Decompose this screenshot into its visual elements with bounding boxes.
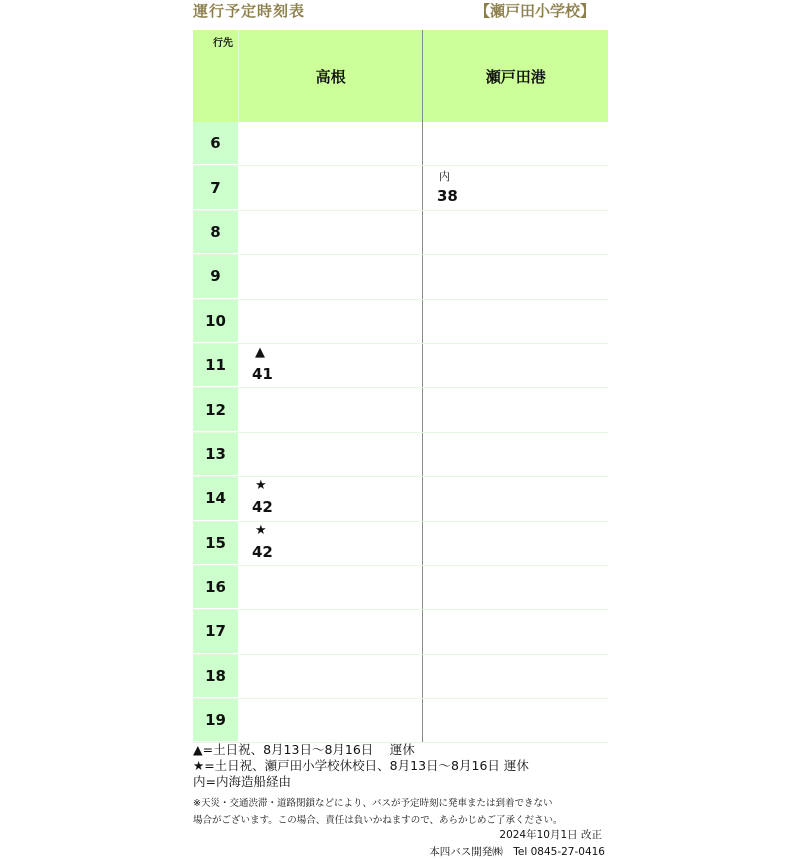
- timetable-row: [193, 122, 608, 166]
- timetable-row: [193, 211, 608, 255]
- timetable-row: [193, 566, 608, 610]
- departure-cell-setoda: [423, 566, 608, 609]
- disclaimer: [193, 795, 613, 829]
- departure-cell-takane: [238, 122, 423, 165]
- departure-cell-takane: [238, 255, 423, 298]
- hour-cell: 10: [193, 300, 238, 343]
- departure-cell-takane: [238, 166, 423, 209]
- departure-cell-setoda: [423, 477, 608, 520]
- timetable-row: [193, 655, 608, 699]
- departure-cell-takane: [238, 566, 423, 609]
- departure-cell-takane: [238, 433, 423, 476]
- departure-cell-setoda: [423, 122, 608, 165]
- revision-date: 2024年10月1日 改正: [499, 829, 602, 841]
- timetable: [193, 30, 608, 743]
- departure-cell-takane: [238, 344, 423, 387]
- departure-minute: 38: [437, 187, 458, 206]
- hour-cell: 16: [193, 566, 238, 609]
- departure-cell-setoda: [423, 255, 608, 298]
- departure-cell-setoda: [423, 433, 608, 476]
- destination-takane: 高根: [239, 30, 424, 122]
- departure-cell-setoda: [423, 699, 608, 742]
- timetable-body: [193, 122, 608, 743]
- stop-name: 【瀬戸田小学校】: [475, 2, 596, 20]
- legend: [193, 742, 613, 790]
- timetable-row: [193, 388, 608, 432]
- departure-cell-setoda: [423, 166, 608, 209]
- departure-mark: 内: [439, 170, 450, 184]
- hour-header-label: 行先: [213, 38, 233, 49]
- departure-cell-setoda: [423, 610, 608, 653]
- hour-cell: 11: [193, 344, 238, 387]
- hour-cell: 8: [193, 211, 238, 254]
- departure-cell-takane: [238, 655, 423, 698]
- timetable-header: [193, 30, 608, 122]
- hour-cell: 18: [193, 655, 238, 698]
- departure-cell-setoda: [423, 300, 608, 343]
- timetable-row: [193, 166, 608, 210]
- timetable-row: [193, 610, 608, 654]
- departure-cell-setoda: [423, 211, 608, 254]
- departure-mark: ▲: [255, 344, 265, 360]
- timetable-row: [193, 477, 608, 521]
- timetable-row: [193, 344, 608, 388]
- hour-cell: 14: [193, 477, 238, 520]
- disclaimer-line-1: ※天災・交通渋滞・道路閉鎖などにより、バスが予定時刻に発車または到着できない: [193, 798, 553, 809]
- timetable-row: [193, 255, 608, 299]
- departure-cell-takane: [238, 300, 423, 343]
- departure-cell-takane: [238, 610, 423, 653]
- departure-minute: 42: [252, 542, 273, 561]
- departure-cell-setoda: [423, 344, 608, 387]
- legend-star: ★=土日祝、瀬戸田小学校休校日、8月13日～8月16日 運休: [193, 758, 529, 773]
- departure-minute: 41: [252, 364, 273, 383]
- departure-cell-takane: [238, 699, 423, 742]
- departure-cell-setoda: [423, 655, 608, 698]
- departure-cell-takane: [238, 211, 423, 254]
- disclaimer-line-2: 場合がございます。この場合、責任は負いかねますので、あらかじめご了承ください。: [193, 815, 563, 826]
- hour-cell: 19: [193, 699, 238, 742]
- hour-cell: 6: [193, 122, 238, 165]
- timetable-title: 運行予定時刻表: [193, 2, 306, 20]
- hour-cell: 12: [193, 388, 238, 431]
- departure-mark: ★: [255, 478, 267, 494]
- timetable-row: [193, 699, 608, 743]
- departure-cell-setoda: [423, 522, 608, 565]
- hour-header: [193, 30, 239, 122]
- legend-uchi: 内=内海造船経由: [193, 774, 291, 789]
- departure-cell-setoda: [423, 388, 608, 431]
- hour-cell: 17: [193, 610, 238, 653]
- destination-setoda-port: 瀬戸田港: [485, 67, 546, 86]
- hour-cell: 7: [193, 166, 238, 209]
- company-contact: 本四バス開発㈱ Tel 0845-27-0416: [429, 846, 605, 858]
- hour-cell: 15: [193, 522, 238, 565]
- hour-cell: 13: [193, 433, 238, 476]
- departure-cell-takane: [238, 388, 423, 431]
- departure-mark: ★: [255, 522, 267, 538]
- departure-cell-takane: [238, 522, 423, 565]
- departure-minute: 42: [252, 498, 273, 517]
- timetable-row: [193, 433, 608, 477]
- departure-cell-takane: [238, 477, 423, 520]
- legend-triangle: ▲=土日祝、8月13日～8月16日 運休: [193, 742, 415, 757]
- hour-cell: 9: [193, 255, 238, 298]
- timetable-row: [193, 300, 608, 344]
- timetable-row: [193, 522, 608, 566]
